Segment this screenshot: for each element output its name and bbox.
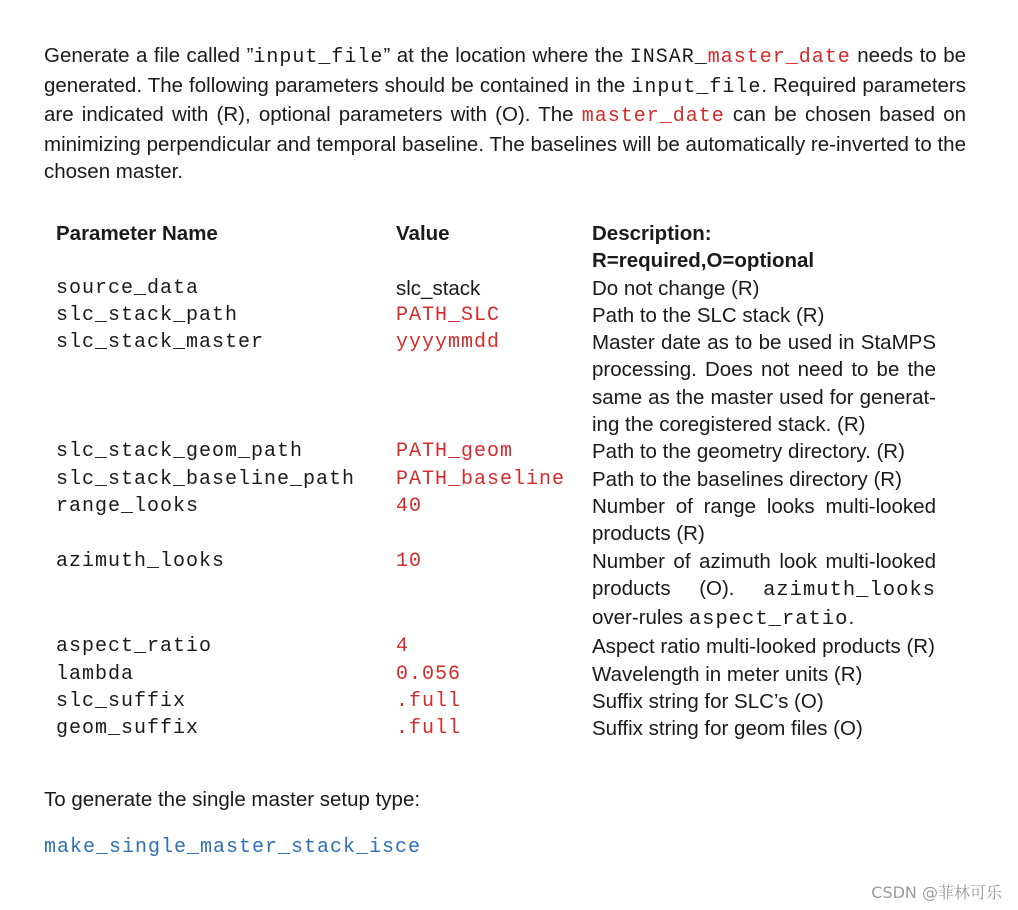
inline-code: azimuth_looks [763, 578, 936, 602]
table-header-row [56, 220, 936, 275]
param-value: PATH_geom [396, 440, 514, 464]
table-row [56, 493, 936, 548]
table-row [56, 302, 936, 329]
param-value: 10 [396, 549, 423, 573]
table-row [56, 275, 936, 302]
instruction-text: To generate the single master setup type: [44, 788, 421, 811]
param-name: slc_stack_baseline_path [56, 467, 356, 491]
param-name: lambda [56, 662, 135, 686]
table-row [56, 548, 936, 634]
table-row [56, 329, 936, 438]
header-value: Value [396, 222, 450, 245]
inline-code-red: master_date [707, 46, 851, 69]
param-value: .full [396, 717, 462, 741]
param-name: source_data [56, 276, 200, 300]
inline-code: input_file [253, 46, 384, 69]
table-row [56, 438, 936, 465]
intro-paragraph [44, 42, 966, 186]
table-row [56, 633, 936, 660]
param-name: geom_suffix [56, 717, 200, 741]
param-value: slc_stack [396, 276, 481, 300]
command-link[interactable]: make_single_master_stack_isce [44, 836, 422, 859]
param-name: azimuth_looks [56, 549, 226, 573]
param-desc: Wavelength in meter units (R) [592, 662, 863, 686]
inline-code: input_file [631, 75, 762, 99]
header-desc-line1: Description: [592, 222, 712, 245]
inline-code-red: master_date [581, 105, 725, 128]
param-name: aspect_ratio [56, 635, 213, 659]
param-desc: Aspect ratio multi-looked products (R) [592, 635, 935, 659]
param-name: slc_stack_path [56, 303, 239, 327]
intro-text: Generate a file called ” [44, 44, 254, 67]
desc-text: Number of azimuth look multi-looked products (O). [592, 549, 936, 600]
param-desc: Path to the SLC stack (R) [592, 303, 825, 327]
table-row [56, 715, 936, 742]
header-parameter-name: Parameter Name [56, 222, 218, 245]
param-name: slc_suffix [56, 690, 187, 714]
param-value: PATH_baseline [396, 467, 566, 491]
param-desc: Master date as to be used in StaMPS processing. Does not need to be the same as the master used for generat-ing the coregistered stack. (R) [592, 331, 936, 437]
param-desc [592, 548, 936, 634]
intro-text: . Required parameters are indicated with (R), optional parameters with (O). The [44, 73, 966, 126]
intro-text: ” at the location where the [383, 44, 630, 67]
parameter-table [56, 220, 936, 743]
param-value: yyyymmdd [396, 331, 501, 355]
param-desc: Path to the geometry directory. (R) [592, 440, 905, 464]
param-value: 0.056 [396, 662, 462, 686]
param-desc: Path to the baselines directory (R) [592, 467, 902, 491]
inline-code: aspect_ratio [688, 608, 849, 632]
watermark: CSDN @菲林可乐 [871, 883, 1002, 902]
desc-text: . [848, 606, 855, 630]
intro-text: can be chosen based on minimizing perpendicular and temporal baseline. The baselines will be automatically re-inverted to the chosen master. [44, 103, 966, 183]
param-desc: Number of range looks multi-looked products (R) [592, 494, 936, 546]
table-row [56, 688, 936, 715]
param-value: PATH_SLC [396, 303, 501, 327]
param-name: range_looks [56, 494, 200, 518]
table-row [56, 466, 936, 493]
param-value: .full [396, 690, 462, 714]
param-name: slc_stack_master [56, 331, 265, 355]
header-description [592, 220, 936, 275]
table-row [56, 661, 936, 688]
desc-text: over-rules [592, 606, 689, 630]
intro-text: needs to be generated. The following parameters should be contained in the [44, 44, 966, 97]
param-desc: Suffix string for geom files (O) [592, 717, 863, 741]
param-desc: Suffix string for SLC’s (O) [592, 690, 824, 714]
param-desc: Do not change (R) [592, 276, 760, 300]
inline-code: INSAR_ [629, 46, 708, 69]
param-value: 40 [396, 494, 423, 518]
param-name: slc_stack_geom_path [56, 440, 304, 464]
param-value: 4 [396, 635, 410, 659]
header-desc-line2: R=required,O=optional [592, 249, 815, 273]
